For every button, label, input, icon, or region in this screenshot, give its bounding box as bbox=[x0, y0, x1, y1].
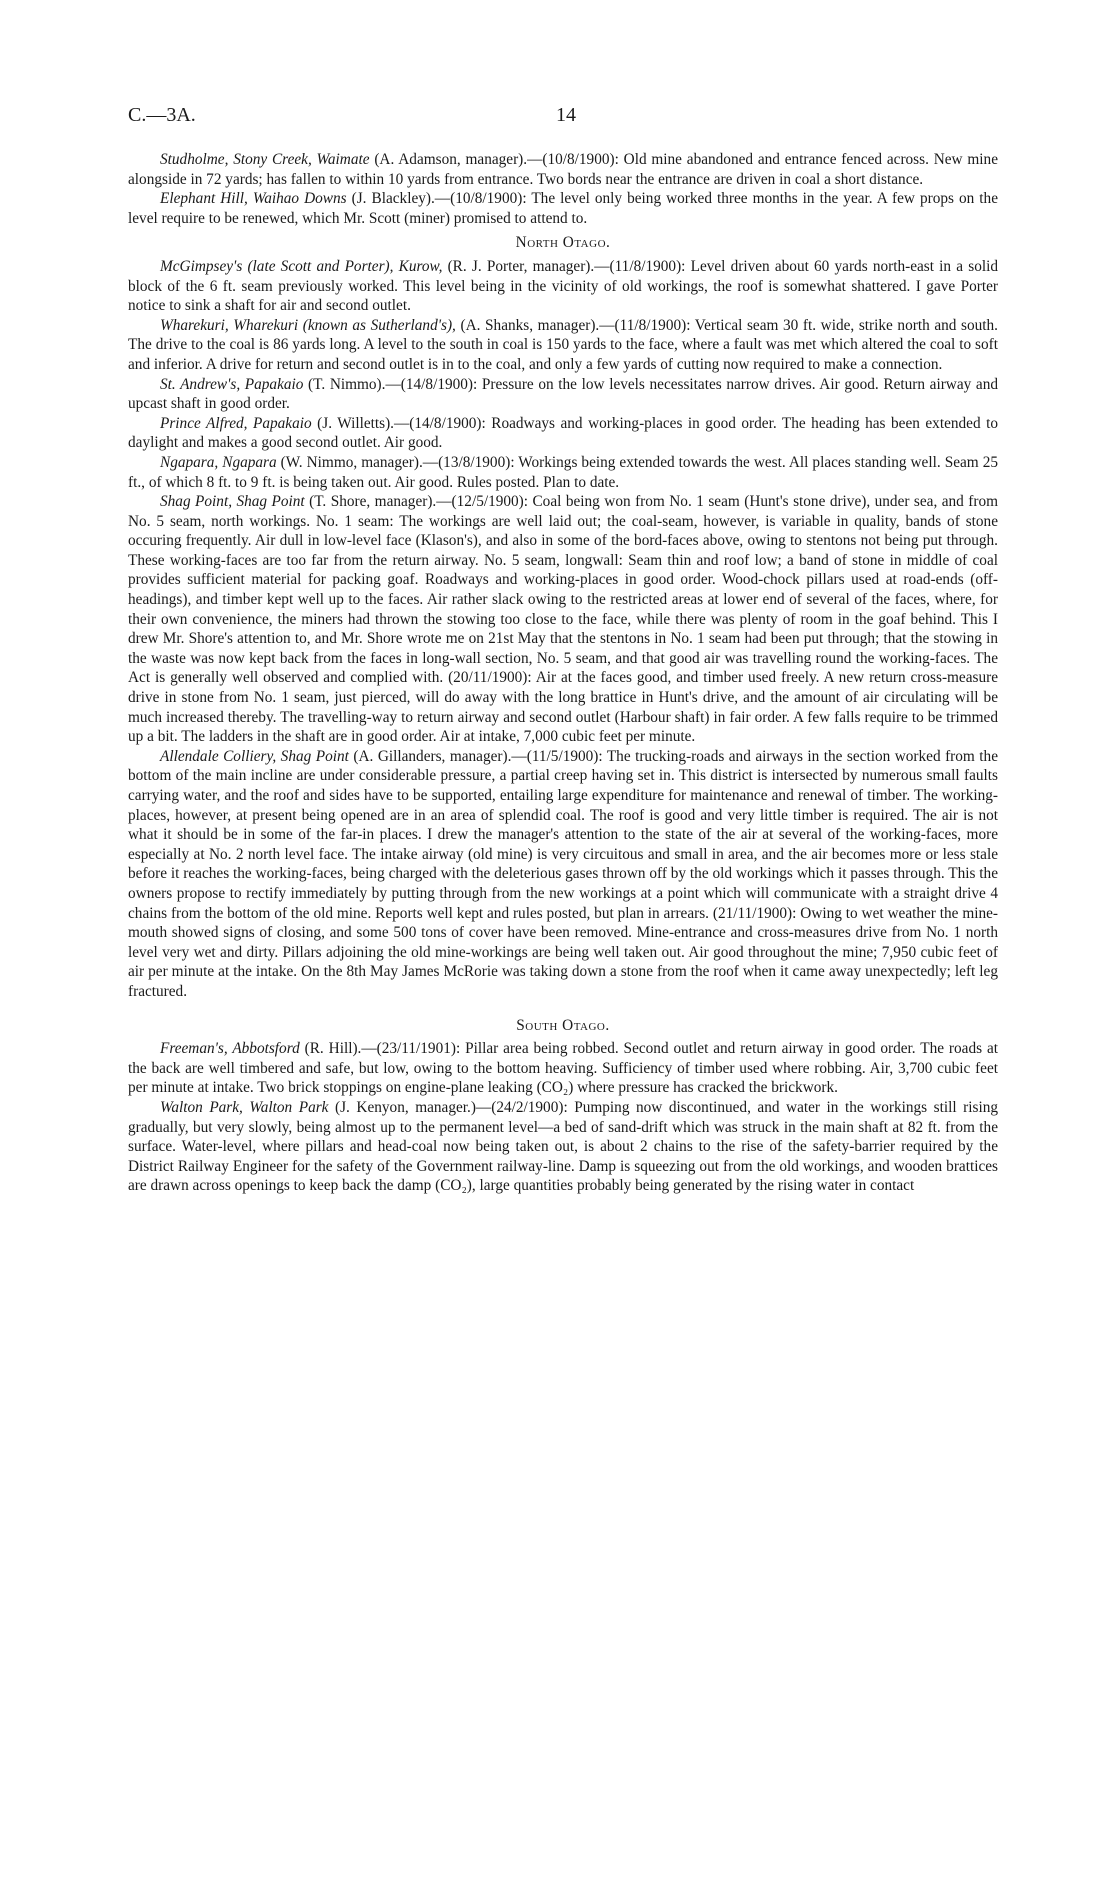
page-number: 14 bbox=[556, 104, 576, 126]
mine-name: Prince Alfred, Papakaio bbox=[160, 414, 312, 432]
report-paragraph bbox=[128, 189, 998, 228]
report-paragraph bbox=[128, 257, 998, 316]
report-paragraph bbox=[128, 150, 998, 189]
report-paragraph bbox=[128, 1039, 998, 1098]
report-paragraph bbox=[128, 453, 998, 492]
report-text: (A. Gillanders, manager).—(11/5/1900): The trucking-roads and airways in the section worked from the bottom of the main incline are under considerable pressure, a partial creep having set in. This district is intersected by numerous small faults carrying water, and the roof and sides have to be supported, entailing large expenditure for maintenance and renewal of timber. The working-places, however, at present being opened are in an area of splendid coal. The roof is good and very little timber is required. The air is not what it should be in some of the far-in places. I drew the manager's attention to the state of the air at several of the working-faces, more especially at No. 2 north level face. The intake airway (old mine) is very circuitous and small in area, and the air becomes more or less stale before it reaches the working-faces, being charged with the deleterious gases thrown off by the old workings which it passes through. This the owners propose to rectify immediately by putting through from the new workings at a point which will communicate with a straight drive 4 chains from the bottom of the old mine. Reports well kept and rules posted, but plan in arrears. (21/11/1900): Owing to wet weather the mine-mouth showed signs of closing, and some 500 tons of cover have been removed. Mine-entrance and cross-measures drive from No. 1 north level very wet and dirty. Pillars adjoining the old mine-workings are being well taken out. Air good throughout the mine; 7,950 cubic feet of air per minute at the intake. On the 8th May James McRorie was taking down a stone from the roof when it came away unexpectedly; left leg fractured. bbox=[128, 747, 998, 1000]
report-text: (T. Nimmo).—(14/8/1900): Pressure on the low levels necessitates narrow drives. Air good. Return airway and upcast shaft in good order. bbox=[128, 375, 998, 413]
section-heading-north-otago: North Otago. bbox=[515, 234, 611, 252]
mine-name: Elephant Hill, Waihao Downs bbox=[160, 190, 347, 208]
report-text: (A. Shanks, manager).—(11/8/1900): Vertical seam 30 ft. wide, strike north and south. The drive to the coal is 86 yards long. A level to the south in coal is 150 yards to the face, where a fault was met which altered the coal to soft and inferior. A drive for return and second outlet is in to the coal, and only a few yards of cutting now required to make a connection. bbox=[128, 316, 998, 373]
report-paragraph bbox=[128, 1098, 998, 1196]
report-paragraph bbox=[128, 316, 998, 375]
mine-name: Allendale Colliery, Shag Point bbox=[160, 747, 349, 765]
document-reference: C.—3A. bbox=[128, 104, 196, 126]
mine-name: Wharekuri, Wharekuri (known as Sutherland's), bbox=[160, 316, 456, 334]
report-text: (J. Kenyon, manager.)—(24/2/1900): Pumping now discontinued, and water in the workings still rising gradually, but very slowly, being almost up to the permanent level—a bed of sand-drift which was struck in the main shaft at 82 ft. from the surface. Water-level, where pillars and head-coal now being taken out, is about 2 chains to the rise of the safety-barrier required by the District Railway Engineer for the safety of the Government railway-line. Damp is squeezing out from the old workings, and wooden brattices are drawn across openings to keep back the damp (CO₂), large quantities probably being generated by the rising water in contact bbox=[128, 1098, 998, 1195]
report-text: (R. Hill).—(23/11/1901): Pillar area being robbed. Second outlet and return airway in good order. The roads at the back are well timbered and safe, but low, owing to the bottom heaving. Sufficiency of timber used where robbing. Air, 3,700 cubic feet per minute at intake. Two brick stoppings on engine-plane leaking (CO₂) where pressure has cracked the brickwork. bbox=[128, 1040, 998, 1097]
report-paragraph bbox=[128, 492, 998, 747]
report-paragraph bbox=[128, 414, 998, 453]
document-body bbox=[128, 150, 998, 1196]
report-paragraph bbox=[128, 375, 998, 414]
mine-name: McGimpsey's (late Scott and Porter), Kurow, bbox=[160, 257, 443, 275]
report-text: (R. J. Porter, manager).—(11/8/1900): Level driven about 60 yards north-east in a solid block of the 6 ft. seam previously worked. This level being in the vicinity of old workings, the roof is somewhat shattered. I gave Porter notice to sink a shaft for air and second outlet. bbox=[128, 257, 998, 315]
report-text: (J. Willetts).—(14/8/1900): Roadways and working-places in good order. The heading has been extended to daylight and makes a good second outlet. Air good. bbox=[128, 414, 999, 452]
report-text: (W. Nimmo, manager).—(13/8/1900): Workings being extended towards the west. All places standing well. Seam 25 ft., of which 8 ft. to 9 ft. is being taken out. Air good. Rules posted. Plan to date. bbox=[128, 453, 998, 491]
mine-name: Studholme, Stony Creek, Waimate bbox=[160, 151, 370, 168]
mine-name: Freeman's, Abbotsford bbox=[160, 1040, 300, 1058]
report-text: (T. Shore, manager).—(12/5/1900): Coal being won from No. 1 seam (Hunt's stone drive), under sea, and from No. 5 seam, north workings. No. 1 seam: The workings are well laid out; the coal-seam, however, is variable in quality, bands of stone occuring frequently. Air dull in low-level face (Klason's), and also in some of the bord-faces above, owing to stentons not being put through. These working-faces are too far from the return airway. No. 5 seam, longwall: Seam thin and roof low; a band of stone in middle of coal provides sufficient material for packing goaf. Roadways and working-places in good order. Wood-chock pillars used at road-ends (off-headings), and timber kept well up to the faces. Air rather slack owing to the restricted areas at lower end of several of the faces, where, for their own convenience, the miners had thrown the stowing too close to the face, while there was plenty of room in the goaf behind. This I drew Mr. Shore's attention to, and Mr. Shore wrote me on 21st May that the stentons in No. 1 seam had been put through; that the stowing in the waste was now kept back from the faces in long-wall section, No. 5 seam, and that good air was travelling round the working-faces. The Act is generally well observed and complied with. (20/11/1900): Air at the faces good, and timber used freely. A new return cross-measure drive in stone from No. 1 seam, just pierced, will do away with the long brattice in Hunt's drive, and the amount of air circulating will be much increased thereby. The travelling-way to return airway and second outlet (Harbour shaft) in fair order. A few falls require to be trimmed up a bit. The ladders in the shaft are in good order. Air at intake, 7,000 cubic feet per minute. bbox=[128, 493, 998, 746]
mine-name: Ngapara, Ngapara bbox=[160, 453, 277, 471]
section-heading-south-otago: South Otago. bbox=[516, 1016, 610, 1034]
page-header bbox=[128, 104, 986, 134]
report-paragraph bbox=[128, 747, 998, 1002]
mine-name: Shag Point, Shag Point bbox=[160, 493, 305, 511]
mine-name: St. Andrew's, Papakaio bbox=[160, 375, 304, 393]
report-text: (A. Adamson, manager).—(10/8/1900): Old mine abandoned and entrance fenced across. New mine alongside in 72 yards; has fallen to within 10 yards from entrance. Two bords near the entrance are driven in coal a short distance. bbox=[128, 151, 998, 188]
mine-name: Walton Park, Walton Park bbox=[160, 1098, 329, 1116]
report-text: (J. Blackley).—(10/8/1900): The level only being worked three months in the year. A few props on the level require to be renewed, which Mr. Scott (miner) promised to attend to. bbox=[128, 190, 998, 227]
